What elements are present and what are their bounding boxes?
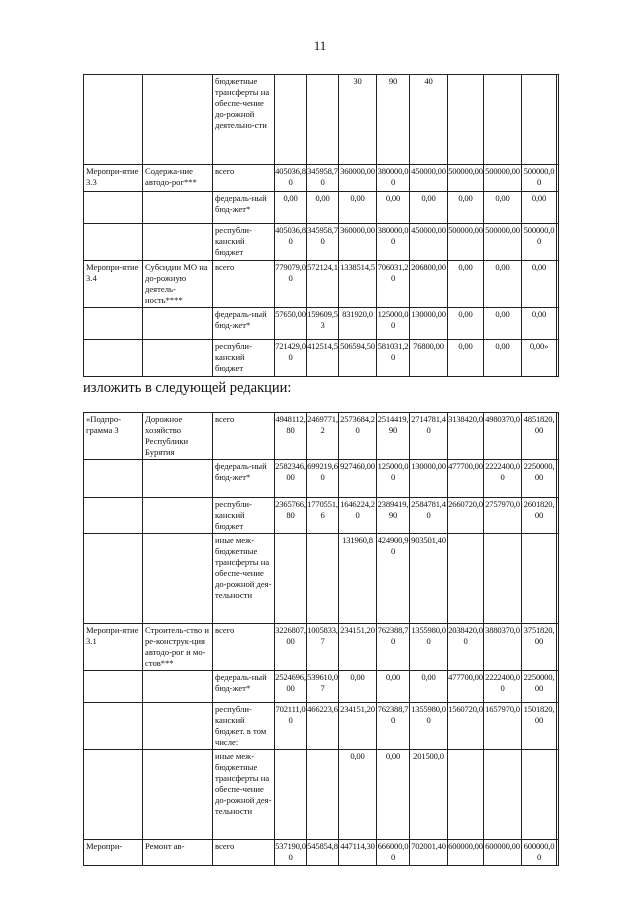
table-row bbox=[84, 703, 559, 750]
table-cell-value: 1355980,00 bbox=[410, 624, 448, 671]
table-cell-label: Меропри-ятие 3.4 bbox=[84, 261, 143, 308]
table-cell-value: 600000,00 bbox=[522, 840, 557, 866]
table-cell-value: 600000,00 bbox=[484, 840, 522, 866]
table-row bbox=[84, 224, 559, 261]
table-cell-value: 699219,60 bbox=[307, 460, 339, 498]
table-cell-value: 234151,20 bbox=[339, 624, 377, 671]
page-number: 11 bbox=[313, 38, 327, 53]
table-row bbox=[84, 192, 559, 224]
table-cell-value bbox=[557, 192, 559, 224]
table-cell-value: 159609,53 bbox=[307, 308, 339, 340]
table-cell-value: 130000,00 bbox=[410, 460, 448, 498]
table-cell-label bbox=[143, 750, 213, 840]
table-row bbox=[84, 624, 559, 671]
table-cell-value: 539610,07 bbox=[307, 671, 339, 703]
table-cell-value: 447114,30 bbox=[339, 840, 377, 866]
table-cell-value: 500000,00 bbox=[448, 224, 484, 261]
table-cell-value: 125000,00 bbox=[377, 308, 410, 340]
table-cell-value: 3880370,0 bbox=[484, 624, 522, 671]
table-cell-value: 537190,00 bbox=[275, 840, 307, 866]
table-cell-value: 380000,00 bbox=[377, 165, 410, 192]
table-cell-value bbox=[557, 308, 559, 340]
table-cell-value bbox=[557, 840, 559, 866]
table-cell-value: 201500,0 bbox=[410, 750, 448, 840]
table-cell-value: 4948112,80 bbox=[275, 413, 307, 460]
table-cell-value: 234151,20 bbox=[339, 703, 377, 750]
table-cell-label bbox=[84, 224, 143, 261]
table-cell-value: 1338514,5 bbox=[339, 261, 377, 308]
table-cell-value: 0,00 bbox=[377, 671, 410, 703]
table-cell-value: 2757970,0 bbox=[484, 498, 522, 534]
table-cell-label: иные меж-бюджетные трансферты на обеспе-чение до-рожной дея-тельности bbox=[213, 534, 275, 624]
table-cell-value: 762388,70 bbox=[377, 624, 410, 671]
table-cell-value: 500000,00 bbox=[484, 165, 522, 192]
table-cell-value: 2250000,00 bbox=[522, 671, 557, 703]
table-cell-label: иные меж-бюджетные трансферты на обеспе-чение до-рожной дея-тельности bbox=[213, 750, 275, 840]
table-cell-value bbox=[557, 624, 559, 671]
table-cell-value bbox=[557, 534, 559, 624]
table-cell-value: 0,00 bbox=[448, 192, 484, 224]
table-cell-value: 1560720,0 bbox=[448, 703, 484, 750]
table-cell-value: 4980370,0 bbox=[484, 413, 522, 460]
table-cell-label: Меропри-ятие 3.1 bbox=[84, 624, 143, 671]
section-heading: изложить в следующей редакции: bbox=[83, 380, 292, 396]
table-cell-value bbox=[307, 750, 339, 840]
table-row bbox=[84, 498, 559, 534]
table-cell-label: всего bbox=[213, 261, 275, 308]
table-cell-value: 0,00 bbox=[448, 308, 484, 340]
table-cell-value: 130000,00 bbox=[410, 308, 448, 340]
table-cell-label bbox=[84, 534, 143, 624]
table-cell-label bbox=[84, 750, 143, 840]
table-cell-value: 702111,00 bbox=[275, 703, 307, 750]
table-cell-value: 0,00 bbox=[522, 308, 557, 340]
table-cell-label bbox=[84, 671, 143, 703]
table-cell-value: 0,00 bbox=[448, 340, 484, 377]
table-cell-label: Дорожное хозяйство Республики Бурятия bbox=[143, 413, 213, 460]
table-cell-value: 0,00 bbox=[410, 671, 448, 703]
table-cell-label bbox=[143, 224, 213, 261]
table-cell-value: 2582346,00 bbox=[275, 460, 307, 498]
table-cell-value: 405036,80 bbox=[275, 224, 307, 261]
table-cell-value: 572124,1 bbox=[307, 261, 339, 308]
table-cell-value: 57650,00 bbox=[275, 308, 307, 340]
table-cell-value: 0,00 bbox=[484, 261, 522, 308]
table-cell-value bbox=[275, 750, 307, 840]
table-cell-value: 125000,00 bbox=[377, 460, 410, 498]
table-cell-value: 927460,00 bbox=[339, 460, 377, 498]
table-cell-value: 2365766,80 bbox=[275, 498, 307, 534]
table-cell-value: 1501820,00 bbox=[522, 703, 557, 750]
table-cell-value bbox=[557, 165, 559, 192]
table-cell-value: 581031,20 bbox=[377, 340, 410, 377]
table-cell-label bbox=[143, 671, 213, 703]
table-cell-value: 76800,00 bbox=[410, 340, 448, 377]
table-cell-value: 2038420,00 bbox=[448, 624, 484, 671]
table-cell-value: 1770551,6 bbox=[307, 498, 339, 534]
table-row bbox=[84, 413, 559, 460]
table-cell-label bbox=[84, 340, 143, 377]
table-cell-value bbox=[307, 75, 339, 165]
table-cell-value: 380000,00 bbox=[377, 224, 410, 261]
table-cell-value: 477700,00 bbox=[448, 671, 484, 703]
table-cell-value: 3751820,00 bbox=[522, 624, 557, 671]
table-cell-value: 2660720,0 bbox=[448, 498, 484, 534]
table-cell-value: 131960,8 bbox=[339, 534, 377, 624]
table-cell-label bbox=[143, 308, 213, 340]
table-cell-value: 0,00 bbox=[339, 671, 377, 703]
table-cell-value bbox=[557, 413, 559, 460]
table-cell-value: 2389419,90 bbox=[377, 498, 410, 534]
table-cell-value: 1646224,20 bbox=[339, 498, 377, 534]
table-cell-label: бюджетные трансферты на обеспе-чение до-рожной деятельно-сти bbox=[213, 75, 275, 165]
table-cell-value: 0,00 bbox=[339, 750, 377, 840]
table-cell-label bbox=[143, 460, 213, 498]
table-cell-label bbox=[143, 534, 213, 624]
table-cell-label: Меропри- bbox=[84, 840, 143, 866]
table-cell-label: всего bbox=[213, 840, 275, 866]
table-cell-value: 0,00 bbox=[307, 192, 339, 224]
table-cell-value bbox=[307, 534, 339, 624]
table-cell-value: 2250000,00 bbox=[522, 460, 557, 498]
table-cell-value: 466223,6 bbox=[307, 703, 339, 750]
table-cell-value bbox=[275, 534, 307, 624]
table-cell-value: 450000,00 bbox=[410, 224, 448, 261]
table-cell-value: 360000,00 bbox=[339, 224, 377, 261]
table-cell-value: 2601820,00 bbox=[522, 498, 557, 534]
table-cell-value: 0,00 bbox=[522, 261, 557, 308]
table-cell-value bbox=[484, 750, 522, 840]
table-cell-value: 0,00 bbox=[484, 192, 522, 224]
table-cell-value bbox=[522, 75, 557, 165]
table-row bbox=[84, 165, 559, 192]
table-cell-value: 0,00 bbox=[522, 192, 557, 224]
budget-table-old bbox=[83, 74, 559, 377]
table-cell-label bbox=[143, 498, 213, 534]
table-cell-label: Меропри-ятие 3.3 bbox=[84, 165, 143, 192]
table-cell-value: 2584781,40 bbox=[410, 498, 448, 534]
table-cell-value bbox=[557, 671, 559, 703]
table-cell-label bbox=[84, 75, 143, 165]
table-cell-value bbox=[557, 703, 559, 750]
table-cell-value bbox=[557, 340, 559, 377]
table-cell-value: 779079,00 bbox=[275, 261, 307, 308]
table-cell-label: всего bbox=[213, 624, 275, 671]
table-cell-label bbox=[143, 75, 213, 165]
table-cell-value: 424900,90 bbox=[377, 534, 410, 624]
table-cell-value: 3138420,0 bbox=[448, 413, 484, 460]
table-cell-value: 206800,00 bbox=[410, 261, 448, 308]
table-cell-label bbox=[84, 308, 143, 340]
table-cell-label: республи-канский бюджет. в том числе: bbox=[213, 703, 275, 750]
table-cell-label: республи-канский бюджет bbox=[213, 224, 275, 261]
table-cell-value: 2222400,00 bbox=[484, 671, 522, 703]
table-cell-label: республи-канский бюджет bbox=[213, 340, 275, 377]
table-cell-value: 450000,00 bbox=[410, 165, 448, 192]
table-cell-value: 0,00 bbox=[410, 192, 448, 224]
table-cell-value: 405036,80 bbox=[275, 165, 307, 192]
table-cell-value: 4851820,00 bbox=[522, 413, 557, 460]
table-cell-value: 0,00 bbox=[484, 340, 522, 377]
table-cell-label bbox=[84, 498, 143, 534]
table-row bbox=[84, 308, 559, 340]
table-row bbox=[84, 340, 559, 377]
table-cell-value: 360000,00 bbox=[339, 165, 377, 192]
table-cell-value: 2469771,2 bbox=[307, 413, 339, 460]
table-cell-value: 506594,50 bbox=[339, 340, 377, 377]
budget-table-new bbox=[83, 412, 559, 866]
table-cell-label bbox=[84, 703, 143, 750]
table-cell-value bbox=[448, 534, 484, 624]
table-cell-label: Строитель-ство и ре-конструк-ция автодо-рог и мо-стов*** bbox=[143, 624, 213, 671]
table-cell-label: федераль-ный бюд-жет* bbox=[213, 308, 275, 340]
table-cell-value bbox=[557, 75, 559, 165]
table-cell-value bbox=[448, 75, 484, 165]
table-cell-value bbox=[484, 534, 522, 624]
table-cell-label: всего bbox=[213, 165, 275, 192]
table-cell-label bbox=[84, 192, 143, 224]
table-cell-label bbox=[143, 703, 213, 750]
table-cell-value: 0,00 bbox=[339, 192, 377, 224]
table-cell-value bbox=[275, 75, 307, 165]
table-cell-value: 0,00» bbox=[522, 340, 557, 377]
table-cell-label: всего bbox=[213, 413, 275, 460]
table-cell-label bbox=[84, 460, 143, 498]
table-cell-value: 500000,00 bbox=[448, 165, 484, 192]
table-cell-label: Ремонт ав- bbox=[143, 840, 213, 866]
table-cell-value: 702001,40 bbox=[410, 840, 448, 866]
table-row bbox=[84, 460, 559, 498]
table-cell-value: 2514419,90 bbox=[377, 413, 410, 460]
table-cell-value: 500000,00 bbox=[522, 165, 557, 192]
table-cell-value: 412514,5 bbox=[307, 340, 339, 377]
table-cell-value: 831920,0 bbox=[339, 308, 377, 340]
table-cell-value: 2573684,20 bbox=[339, 413, 377, 460]
table-cell-value bbox=[522, 750, 557, 840]
table-cell-value: 90 bbox=[377, 75, 410, 165]
table-cell-value: 500000,00 bbox=[522, 224, 557, 261]
table-cell-label: федераль-ный бюд-жет* bbox=[213, 460, 275, 498]
table-cell-value: 2524696,00 bbox=[275, 671, 307, 703]
table-cell-value bbox=[522, 534, 557, 624]
table-row bbox=[84, 840, 559, 866]
table-row bbox=[84, 671, 559, 703]
table-cell-label bbox=[143, 192, 213, 224]
table-row bbox=[84, 261, 559, 308]
table-cell-value: 0,00 bbox=[448, 261, 484, 308]
table-cell-value: 1005833,7 bbox=[307, 624, 339, 671]
table-cell-value bbox=[557, 498, 559, 534]
table-cell-value: 40 bbox=[410, 75, 448, 165]
table-cell-value: 666000,00 bbox=[377, 840, 410, 866]
table-cell-value: 762388,70 bbox=[377, 703, 410, 750]
table-cell-value: 0,00 bbox=[484, 308, 522, 340]
table-cell-value: 0,00 bbox=[377, 192, 410, 224]
table-cell-value: 600000,00 bbox=[448, 840, 484, 866]
table-row bbox=[84, 750, 559, 840]
table-cell-label: «Подпро-грамма 3 bbox=[84, 413, 143, 460]
table-cell-value: 2714781,40 bbox=[410, 413, 448, 460]
table-cell-label: Субсидии МО на до-рожную деятель-ность**** bbox=[143, 261, 213, 308]
table-cell-value: 477700,00 bbox=[448, 460, 484, 498]
table-cell-value: 30 bbox=[339, 75, 377, 165]
table-cell-value: 545854,8 bbox=[307, 840, 339, 866]
table-cell-value: 3226807,00 bbox=[275, 624, 307, 671]
table-cell-label bbox=[143, 340, 213, 377]
table-cell-value bbox=[557, 460, 559, 498]
table-cell-label: республи-канский бюджет bbox=[213, 498, 275, 534]
table-cell-value: 903501,40 bbox=[410, 534, 448, 624]
table-cell-value: 0,00 bbox=[275, 192, 307, 224]
table-cell-value bbox=[557, 224, 559, 261]
table-cell-value: 721429,00 bbox=[275, 340, 307, 377]
table-cell-value bbox=[557, 261, 559, 308]
table-cell-value bbox=[557, 750, 559, 840]
table-cell-value: 345958,70 bbox=[307, 224, 339, 261]
table-row bbox=[84, 534, 559, 624]
table-cell-value: 345958,70 bbox=[307, 165, 339, 192]
table-cell-value bbox=[484, 75, 522, 165]
table-cell-value: 500000,00 bbox=[484, 224, 522, 261]
table-cell-value: 706031,20 bbox=[377, 261, 410, 308]
table-cell-value: 0,00 bbox=[377, 750, 410, 840]
table-cell-value: 1355980,00 bbox=[410, 703, 448, 750]
table-cell-label: федераль-ный бюд-жет* bbox=[213, 192, 275, 224]
table-row bbox=[84, 75, 559, 165]
table-cell-label: федераль-ный бюд-жет* bbox=[213, 671, 275, 703]
table-cell-label: Содержа-ние автодо-рог*** bbox=[143, 165, 213, 192]
table-cell-value bbox=[448, 750, 484, 840]
table-cell-value: 2222400,00 bbox=[484, 460, 522, 498]
table-cell-value: 1657970,0 bbox=[484, 703, 522, 750]
